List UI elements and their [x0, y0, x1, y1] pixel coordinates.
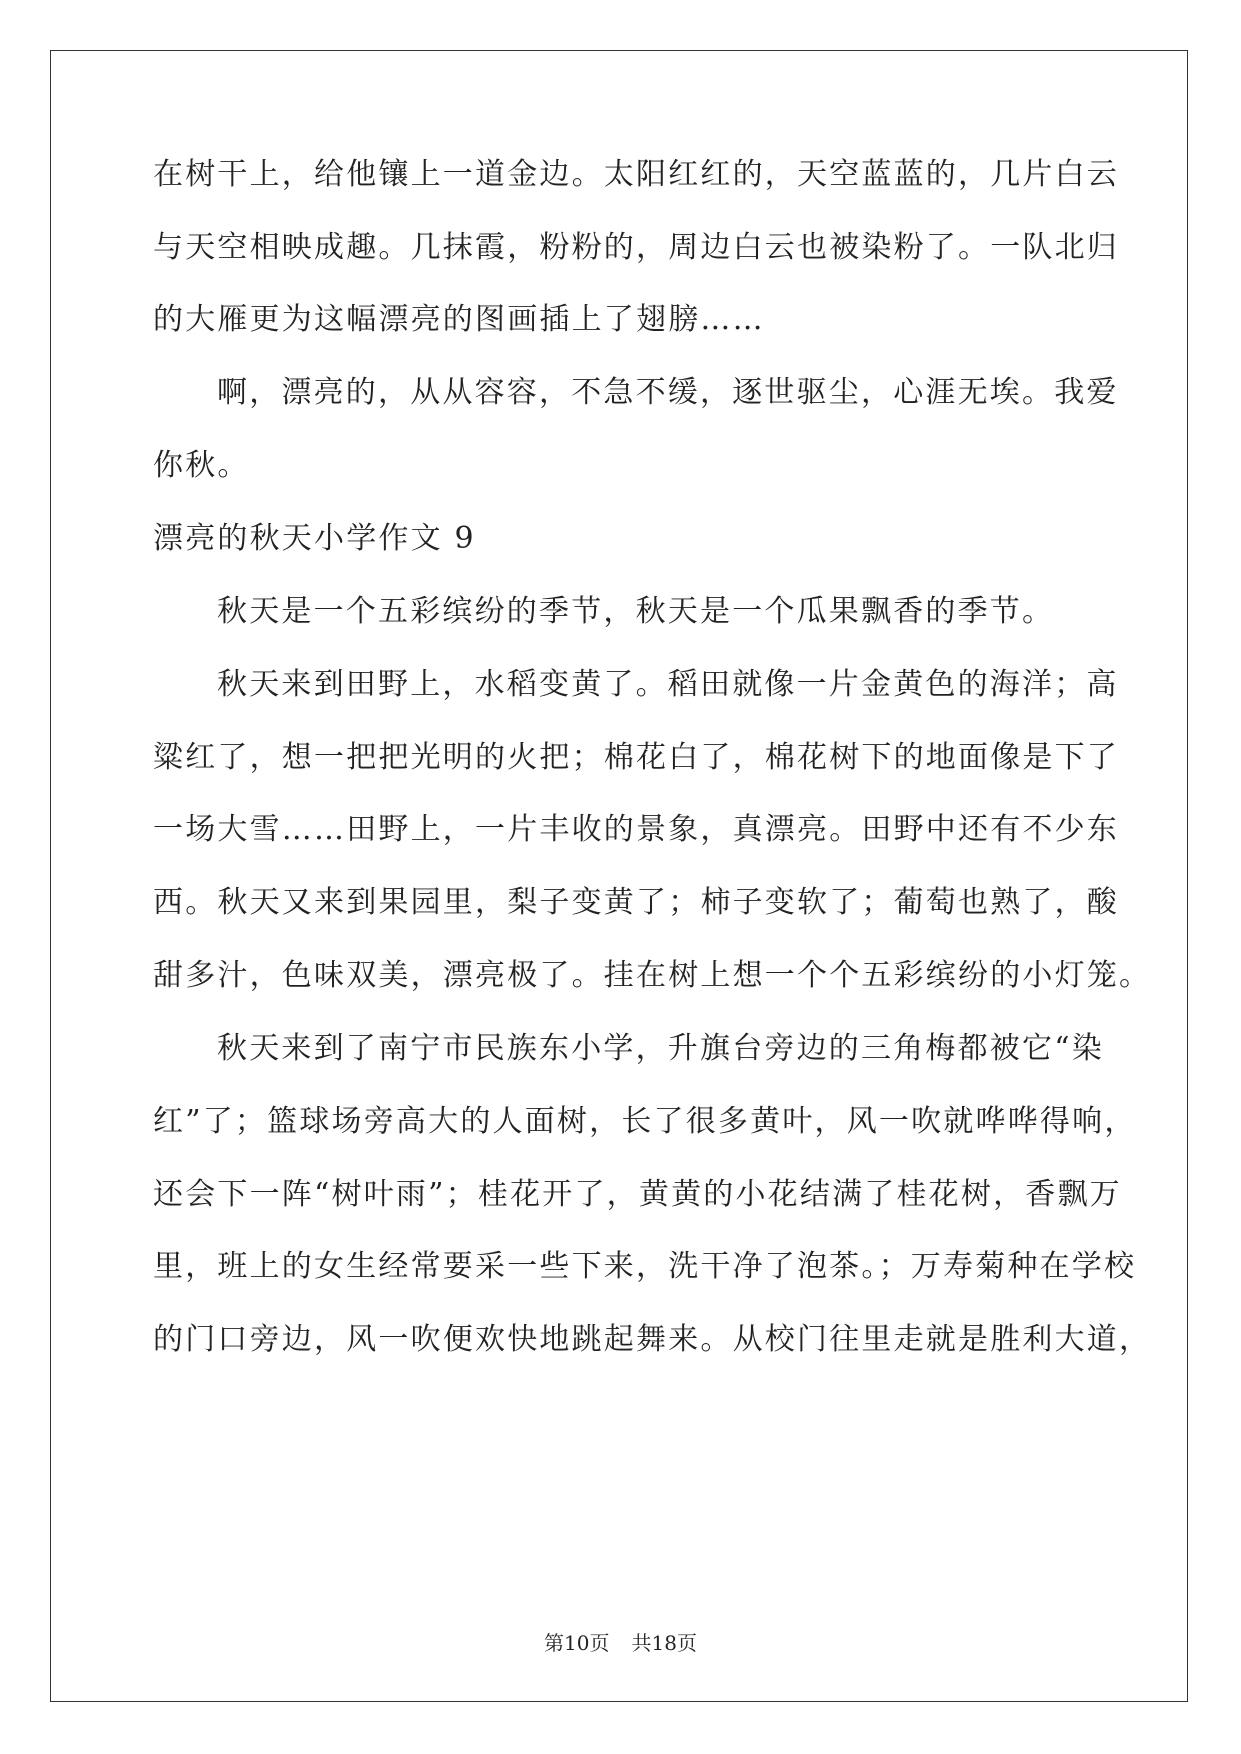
text-line: 你秋。 [153, 448, 250, 483]
total-page-count: 共18页 [631, 1631, 697, 1655]
text-line: 还会下一阵“树叶雨”；桂花开了，黄黄的小花结满了桂花树，香飘万 [153, 1177, 1122, 1212]
paragraph-start: 秋天来到田野上，水稻变黄了。稻田就像一片金黄色的海洋；高 [217, 667, 1119, 702]
section-heading: 漂亮的秋天小学作文 9 [153, 521, 476, 556]
text-line: 甜多汁，色味双美，漂亮极了。挂在树上想一个个五彩缤纷的小灯笼。 [153, 958, 1152, 993]
text-line: 红”了；篮球场旁高大的人面树，长了很多黄叶，风一吹就哗哗得响， [153, 1104, 1137, 1139]
text-line: 的大雁更为这幅漂亮的图画插上了翅膀…… [153, 302, 765, 337]
text-line: 粱红了，想一把把光明的火把；棉花白了，棉花树下的地面像是下了 [153, 740, 1119, 775]
page-border [50, 50, 1188, 1702]
text-line: 西。秋天又来到果园里，梨子变黄了；柿子变软了；葡萄也熟了，酸 [153, 885, 1119, 920]
page-footer [0, 1629, 1241, 1657]
text-line: 的门口旁边，风一吹便欢快地跳起舞来。从校门往里走就是胜利大道， [153, 1322, 1152, 1357]
current-page-number: 第10页 [544, 1631, 610, 1655]
paragraph-start: 秋天来到了南宁市民族东小学，升旗台旁边的三角梅都被它“染 [217, 1031, 1104, 1066]
text-line: 里，班上的女生经常要采一些下来，洗干净了泡茶。；万寿菊种在学校 [153, 1249, 1137, 1284]
text-line: 一场大雪……田野上，一片丰收的景象，真漂亮。田野中还有不少东 [153, 812, 1119, 847]
text-line: 在树干上，给他镶上一道金边。太阳红红的，天空蓝蓝的，几片白云 [153, 157, 1119, 192]
paragraph-start: 秋天是一个五彩缤纷的季节，秋天是一个瓜果飘香的季节。 [217, 594, 1055, 629]
text-line: 与天空相映成趣。几抹霞，粉粉的，周边白云也被染粉了。一队北归 [153, 230, 1119, 265]
paragraph-start: 啊，漂亮的，从从容容，不急不缓，逐世驱尘，心涯无埃。我爱 [217, 375, 1119, 410]
